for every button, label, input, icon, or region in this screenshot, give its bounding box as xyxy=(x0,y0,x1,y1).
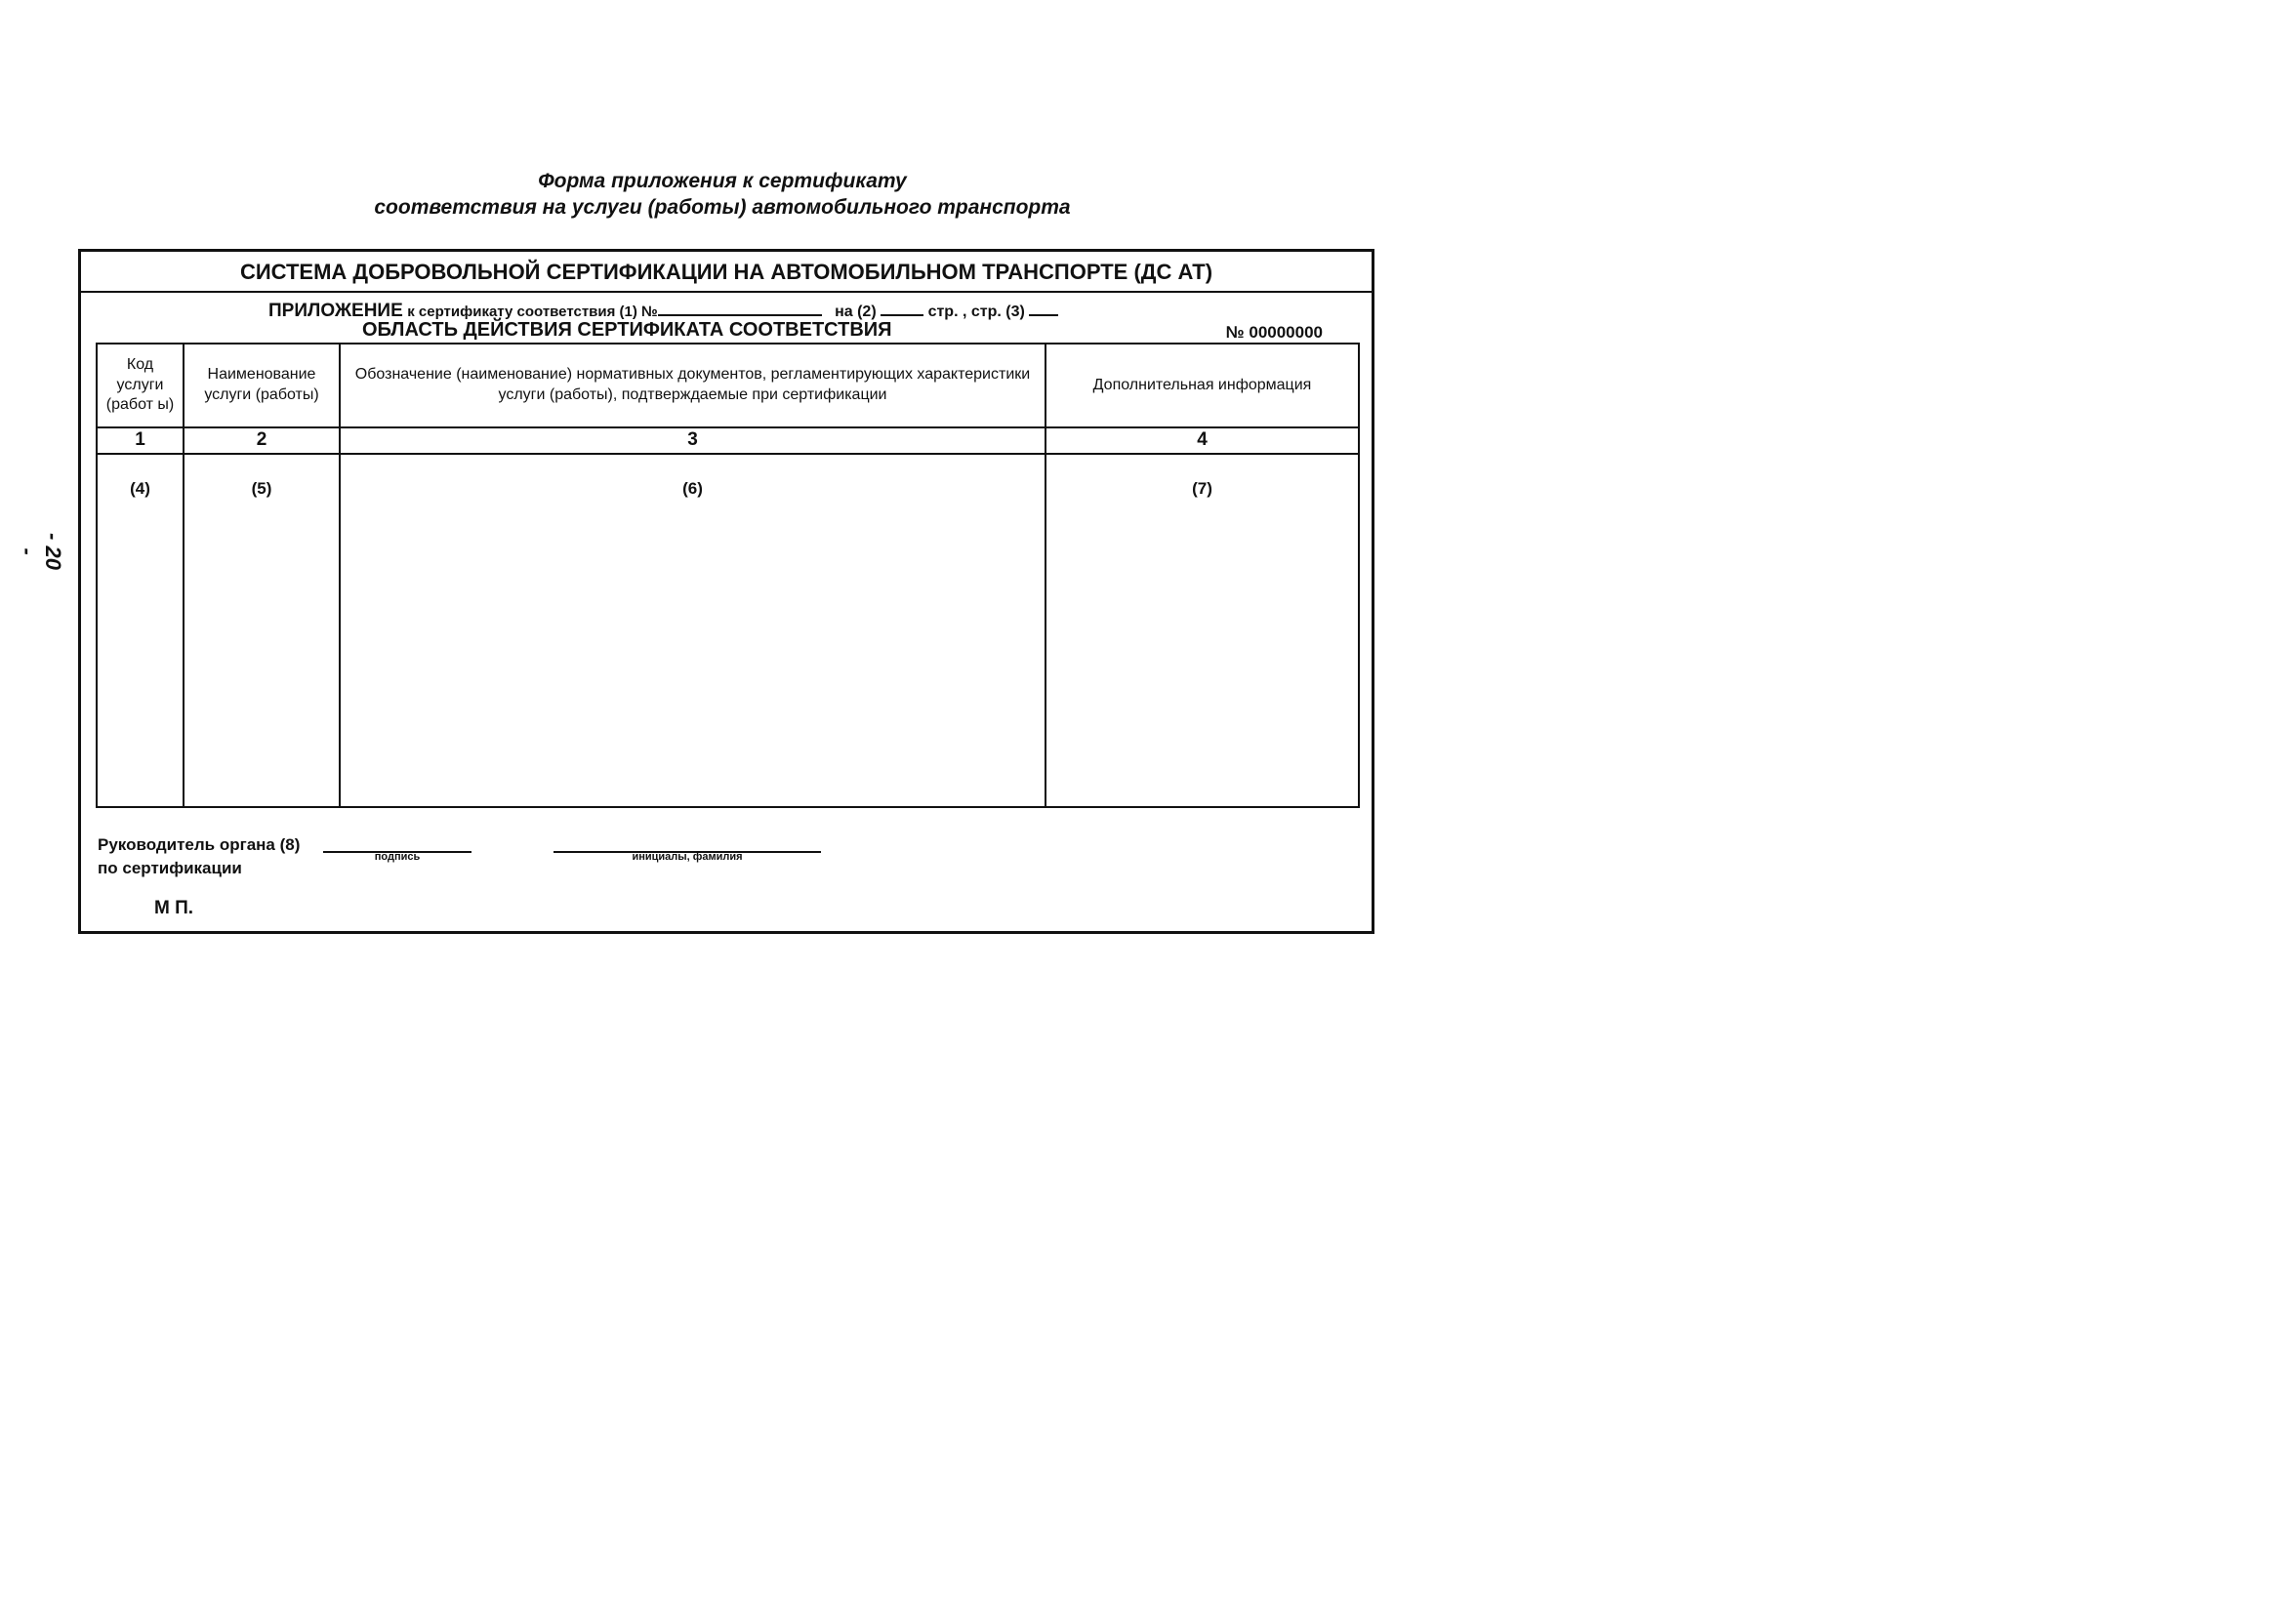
appendix-label: ПРИЛОЖЕНИЕ xyxy=(268,301,403,321)
column-number: 4 xyxy=(1046,427,1359,454)
cell-normative-docs[interactable]: (6) xyxy=(340,454,1046,807)
scope-title: ОБЛАСТЬ ДЕЙСТВИЯ СЕРТИФИКАТА СООТВЕТСТВИЯ xyxy=(362,319,892,341)
system-title: СИСТЕМА ДОБРОВОЛЬНОЙ СЕРТИФИКАЦИИ НА АВТОМОБИЛЬНОМ ТРАНСПОРТЕ (ДС АТ) xyxy=(81,252,1372,293)
doc-title-line1: Форма приложения к сертификату xyxy=(538,170,907,192)
certificate-number-blank[interactable] xyxy=(658,299,822,316)
column-number: 3 xyxy=(340,427,1046,454)
stamp-place: М П. xyxy=(154,898,194,918)
certificate-form xyxy=(78,249,1374,934)
page-count-blank[interactable] xyxy=(881,299,923,316)
header-normative-docs: Обозначение (наименование) нормативных документов, регламентирующих характеристики услуги (работы), подтверждаемые при сертификации xyxy=(340,344,1046,427)
signature-label-line2: по сертификации xyxy=(98,859,242,877)
appendix-text: к сертификату соответствия (1) № xyxy=(407,304,658,320)
table-number-row xyxy=(97,427,1359,454)
scope-table xyxy=(96,343,1360,808)
column-number: 2 xyxy=(184,427,340,454)
signature-label-line1: Руководитель органа (8) xyxy=(98,835,301,854)
name-caption: инициалы, фамилия xyxy=(632,851,743,863)
cell-additional-info[interactable]: (7) xyxy=(1046,454,1359,807)
header-service-name: Наименование услуги (работы) xyxy=(184,344,340,427)
table-header-row xyxy=(97,344,1359,427)
header-service-code: Код услуги (работ ы) xyxy=(97,344,184,427)
column-number: 1 xyxy=(97,427,184,454)
header-additional-info: Дополнительная информация xyxy=(1046,344,1359,427)
signature-caption: подпись xyxy=(374,851,421,863)
cell-service-code[interactable]: (4) xyxy=(97,454,184,807)
page-number: - 20 - xyxy=(16,533,65,570)
table-row xyxy=(97,454,1359,807)
cert-number: № 00000000 xyxy=(1225,323,1323,342)
signature-label xyxy=(98,833,300,880)
pages-label: стр. , стр. (3) xyxy=(927,304,1025,320)
cell-service-name[interactable]: (5) xyxy=(184,454,340,807)
page-index-blank[interactable] xyxy=(1029,299,1058,316)
on-label: на (2) xyxy=(835,304,877,320)
doc-title-line2: соответствия на услуги (работы) автомобильного транспорта xyxy=(374,196,1071,219)
